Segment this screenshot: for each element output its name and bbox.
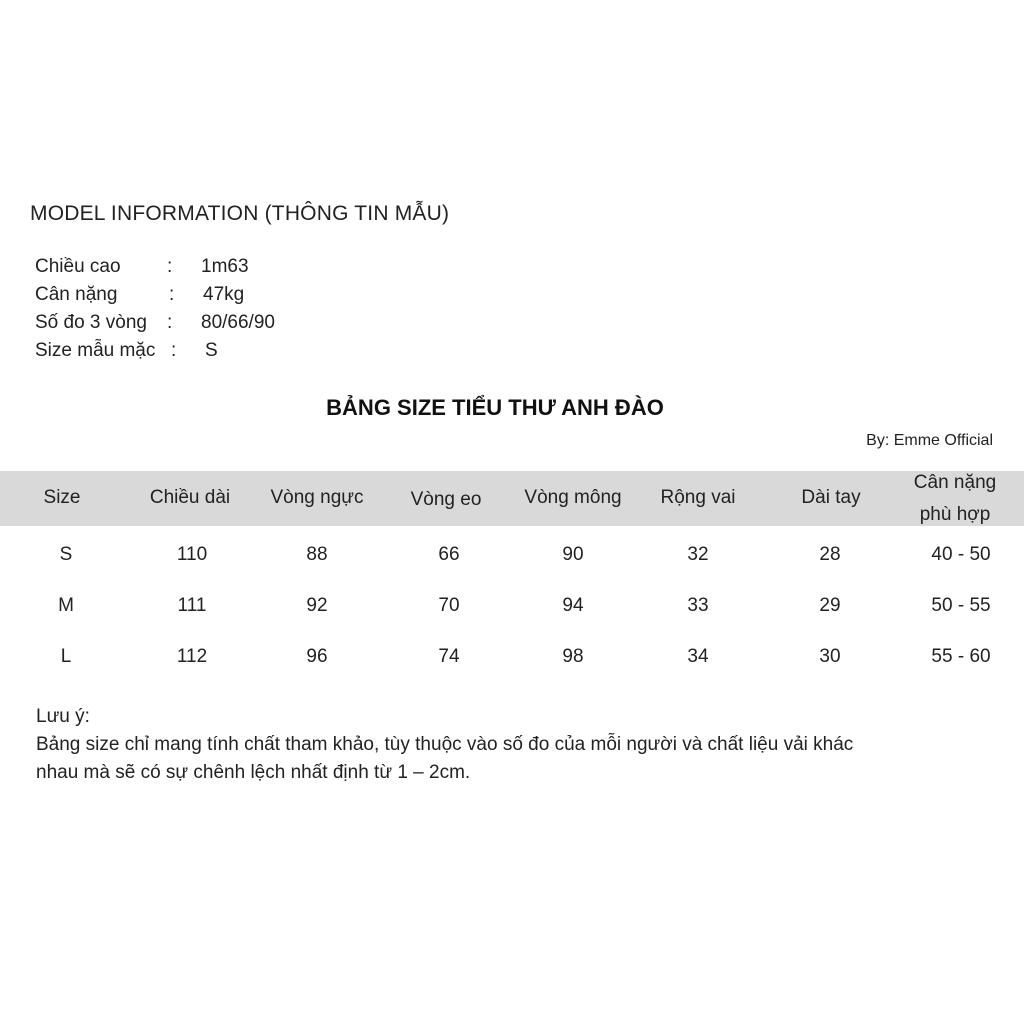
cell-sleeve: 29 — [819, 595, 841, 616]
model-info-title: MODEL INFORMATION (THÔNG TIN MẪU) — [30, 202, 450, 225]
info-label: Số đo 3 vòng — [35, 312, 147, 333]
info-colon: : — [167, 256, 173, 277]
cell-length: 110 — [176, 544, 208, 565]
cell-waist: 74 — [438, 646, 460, 667]
cell-sleeve: 28 — [819, 544, 841, 565]
cell-bust: 92 — [306, 595, 328, 616]
cell-length: 112 — [176, 646, 208, 667]
cell-weight: 50 - 55 — [931, 595, 991, 616]
cell-shoulder: 33 — [687, 595, 709, 616]
cell-hip: 94 — [562, 595, 584, 616]
cell-sleeve: 30 — [819, 646, 841, 667]
cell-size: S — [59, 544, 73, 565]
info-value: 47kg — [203, 284, 245, 305]
header-bust: Vòng ngực — [270, 487, 364, 508]
table-header — [0, 471, 1024, 526]
info-value: 80/66/90 — [201, 312, 275, 333]
header-shoulder: Rộng vai — [660, 487, 736, 508]
info-colon: : — [171, 340, 177, 361]
cell-shoulder: 32 — [687, 544, 709, 565]
byline: By: Emme Official — [866, 432, 993, 449]
size-table-title: BẢNG SIZE TIỂU THƯ ANH ĐÀO — [326, 395, 664, 420]
cell-hip: 90 — [562, 544, 584, 565]
header-hip: Vòng mông — [524, 487, 622, 508]
info-label: Chiều cao — [35, 256, 121, 277]
header-weight-line2: phù hợp — [919, 504, 991, 525]
header-waist: Vòng eo — [410, 489, 482, 510]
cell-weight: 40 - 50 — [931, 544, 991, 565]
cell-shoulder: 34 — [687, 646, 709, 667]
info-value: 1m63 — [201, 256, 249, 277]
cell-size: L — [60, 646, 72, 667]
header-weight-line1: Cân nặng — [913, 472, 997, 493]
header-length: Chiều dài — [149, 487, 231, 508]
cell-waist: 66 — [438, 544, 460, 565]
info-value: S — [205, 340, 218, 361]
cell-bust: 96 — [306, 646, 328, 667]
info-label: Cân nặng — [35, 284, 118, 305]
cell-bust: 88 — [306, 544, 328, 565]
cell-length: 111 — [177, 595, 207, 616]
cell-weight: 55 - 60 — [931, 646, 991, 667]
info-colon: : — [169, 284, 175, 305]
cell-hip: 98 — [562, 646, 584, 667]
info-colon: : — [167, 312, 173, 333]
info-label: Size mẫu mặc — [35, 340, 156, 361]
header-size: Size — [43, 487, 81, 508]
cell-waist: 70 — [438, 595, 460, 616]
header-sleeve: Dài tay — [801, 487, 861, 508]
cell-size: M — [58, 595, 74, 616]
note-heading: Lưu ý: — [36, 706, 90, 727]
note-line-1: Bảng size chỉ mang tính chất tham khảo, tùy thuộc vào số đo của mỗi người và chất liệu vải khác — [36, 734, 854, 755]
note-line-2: nhau mà sẽ có sự chênh lệch nhất định từ 1 – 2cm. — [36, 762, 471, 783]
